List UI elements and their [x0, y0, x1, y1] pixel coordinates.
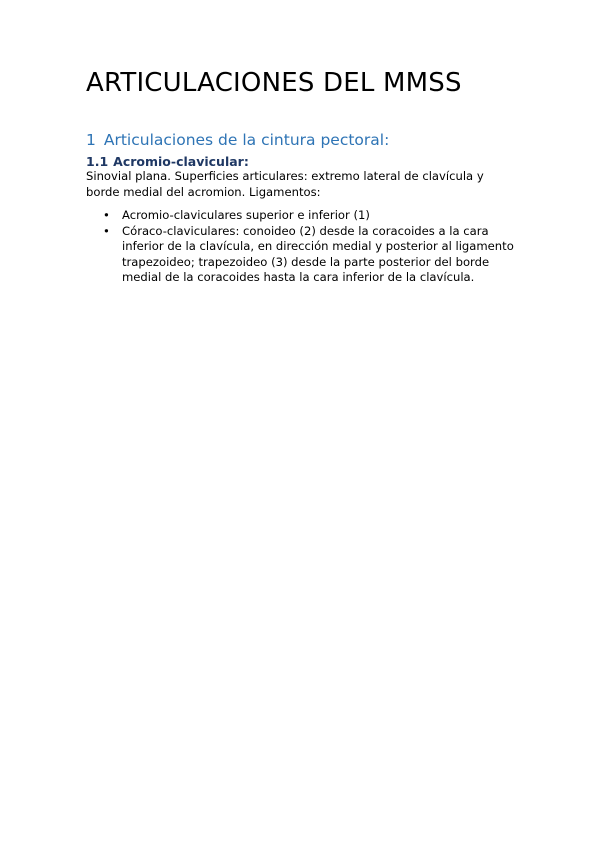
section-title: Articulaciones de la cintura pectoral: [103, 131, 390, 149]
document-title: ARTICULACIONES DEL MMSS [86, 68, 462, 98]
list-item-text: Córaco-claviculares: conoideo (2) desde la coracoides a la cara inferior de la clavícula, en dirección medial y posterior al ligamento trapezoideo; trapezoideo (3) desde la parte posterior del borde medial de la coracoides hasta la cara inferior de la clavícula. [122, 223, 514, 284]
bullet-icon: • [103, 223, 110, 238]
subsection-heading [86, 154, 249, 169]
bullet-icon: • [103, 208, 110, 222]
list-item [86, 208, 517, 224]
subsection-title: Acromio-clavicular: [113, 154, 249, 169]
ligament-list [86, 208, 516, 286]
list-item [86, 224, 517, 286]
section-number: 1 [86, 131, 96, 149]
list-item-text: Acromio-claviculares superior e inferior (1) [122, 208, 370, 222]
subsection-number: 1.1 [86, 154, 109, 169]
body-paragraph: Sinovial plana. Superficies articulares: extremo lateral de clavícula y borde medial del acromion. Ligamentos: [86, 169, 484, 199]
section-heading [86, 131, 389, 149]
